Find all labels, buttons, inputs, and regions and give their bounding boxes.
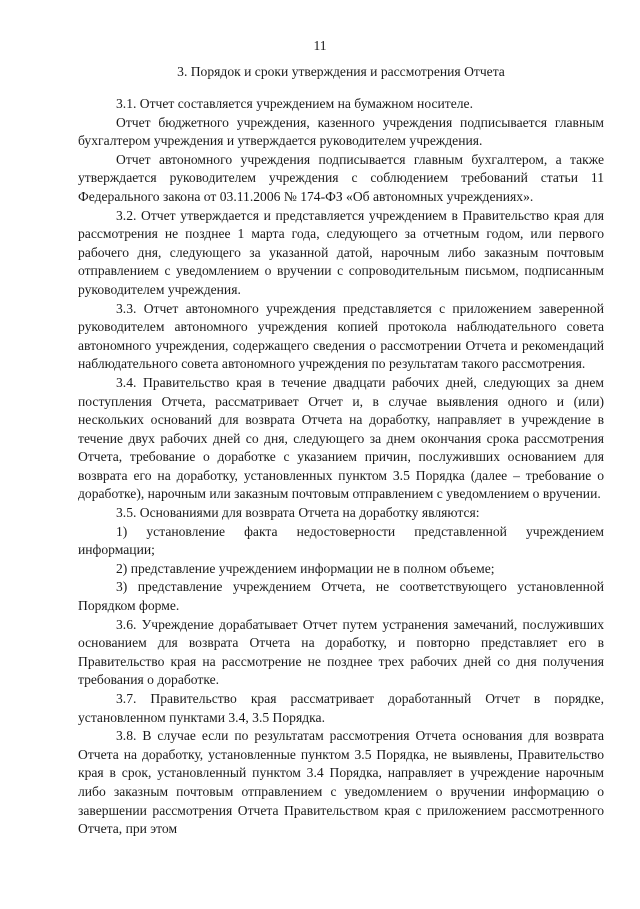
paragraph-autonomous-report: Отчет автономного учреждения подписывается главным бухгалтером, а также утверждается руководителем учреждения с соблюдением требований статьи 11 Федерального закона от 03.11.2006 № 174-ФЗ «Об автономных учреждениях». <box>78 151 604 204</box>
list-item-3: 3) представление учреждением Отчета, не соответствующего установленной Порядком форме. <box>78 579 604 614</box>
document-body <box>78 95 604 839</box>
page-number: 11 <box>313 38 327 53</box>
paragraph-3-2: 3.2. Отчет утверждается и представляется учреждением в Правительство края для рассмотрения не позднее 1 марта года, следующего за отчетным годом, или первого рабочего дня, следующего за указанной датой, нарочным либо заказным почтовым отправлением с уведомлением о вручении с сопроводительным письмом, подписанным руководителем учреждения. <box>78 207 604 297</box>
section-title: 3. Порядок и сроки утверждения и рассмотрения Отчета <box>177 64 505 79</box>
paragraph-3-3: 3.3. Отчет автономного учреждения представляется с приложением заверенной руководителем автономного учреждения копией протокола наблюдательного совета автономного учреждения, содержащего сведения о рассмотрении Отчета и рекомендаций наблюдательного совета автономного учреждения по результатам такого рассмотрения. <box>78 300 604 372</box>
paragraph-3-5: 3.5. Основаниями для возврата Отчета на доработку являются: <box>116 505 480 521</box>
paragraph-budget-report: Отчет бюджетного учреждения, казенного учреждения подписывается главным бухгалтером учреждения и утверждается руководителем учреждения. <box>78 114 604 149</box>
paragraph-3-7: 3.7. Правительство края рассматривает доработанный Отчет в порядке, установленном пунктами 3.4, 3.5 Порядка. <box>78 691 604 725</box>
paragraph-3-1: 3.1. Отчет составляется учреждением на бумажном носителе. <box>116 96 473 111</box>
paragraph-3-8: 3.8. В случае если по результатам рассмотрения Отчета основания для возврата Отчета на доработку, установленные пунктом 3.5 Порядка, не выявлены, Правительство края в срок, установленный пунктом 3.4 Порядка, направляет в учреждение нарочным либо заказным почтовым отправлением с уведомлением о вручении информацию о завершении рассмотрения Отчета Правительством края с приложением рассмотренного Отчета, при этом <box>78 728 604 837</box>
list-item-1: 1) установление факта недостоверности представленной учреждением информации; <box>78 523 604 558</box>
paragraph-3-4: 3.4. Правительство края в течение двадцати рабочих дней, следующих за днем поступления Отчета, рассматривает Отчет и, в случае выявления одного и (или) нескольких оснований для возврата Отчета на доработку, направляет в учреждение в течение двух рабочих дней со дня, следующего за днем окончания срока рассмотрения Отчета, требование о доработке с указанием причин, послуживших основанием для возврата его на доработку, установленных пунктом 3.5 Порядка (далее – требование о доработке), нарочным или заказным почтовым отправлением с уведомлением о вручении. <box>78 374 604 502</box>
paragraph-3-6: 3.6. Учреждение дорабатывает Отчет путем устранения замечаний, послуживших основанием для возврата Отчета на доработку, и повторно представляет его в Правительство края на рассмотрение не позднее трех рабочих дней со дня получения требования о доработке. <box>78 616 604 688</box>
list-item-2: 2) представление учреждением информации не в полном объеме; <box>116 560 495 576</box>
